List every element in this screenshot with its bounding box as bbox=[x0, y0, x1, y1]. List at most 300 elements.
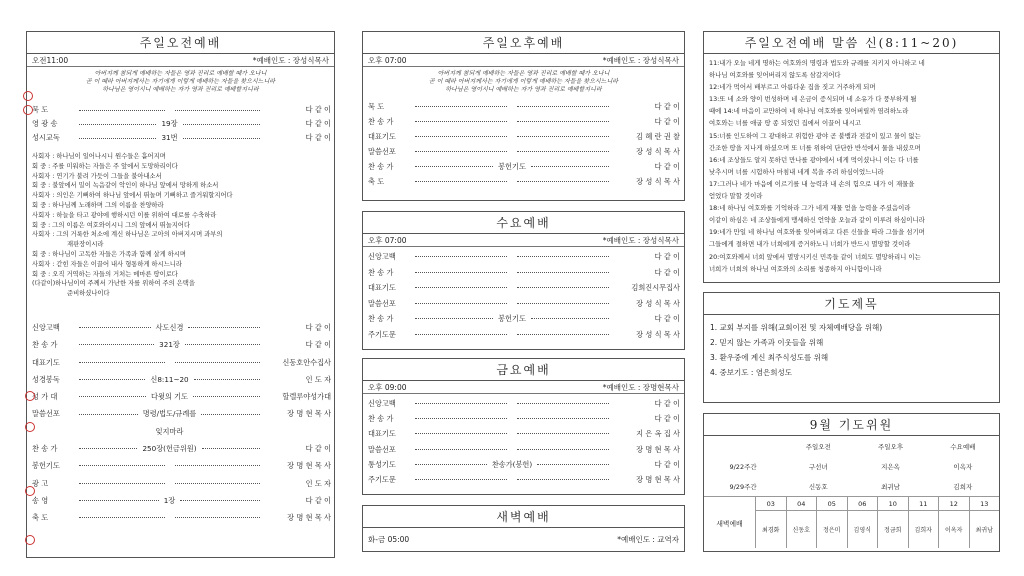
leader-dots bbox=[517, 106, 609, 107]
prayer-list bbox=[704, 315, 999, 385]
order-item bbox=[368, 159, 680, 174]
sermon-line: 얻었다 말할 것이라 bbox=[709, 192, 763, 201]
sermon-line: 20:여호와께서 너희 앞에서 멸망시키신 민족들 같이 너희도 멸망하리니 이는 bbox=[709, 252, 921, 261]
leader-dots bbox=[415, 418, 507, 419]
order-item-label: 찬 송 가 bbox=[368, 116, 394, 126]
friday-time: 오후 09:00 bbox=[368, 382, 407, 392]
leader-dots bbox=[517, 272, 609, 273]
leader-dots bbox=[79, 138, 156, 139]
sermon-line: 18:네 하나님 여호와를 기억하라 그가 네게 재물 얻을 능력을 주셨음이라 bbox=[709, 204, 911, 213]
committee-cell: 김희자 bbox=[953, 482, 973, 491]
dawn-day-date: 06 bbox=[848, 497, 878, 511]
order-item-detail: 찬송가(봉헌) bbox=[491, 459, 533, 469]
committee-row bbox=[704, 456, 999, 476]
order-item-label: 묵 도 bbox=[368, 101, 385, 111]
litany-line: 사회자 : 하늘을 타고 광야에 행하시던 이를 위하여 대로를 수축하라 bbox=[32, 211, 217, 219]
order-item-label: 축 도 bbox=[368, 176, 385, 186]
litany-line: 사회자 : 연기가 불려 가듯이 그들을 불아내소서 bbox=[32, 172, 162, 180]
committee-header-row bbox=[704, 436, 999, 456]
order-item-leader: 다 같 이 bbox=[305, 323, 331, 332]
order-item-leader: 장 명 현 목 사 bbox=[636, 474, 680, 484]
order-item-leader: 김 혜 란 권 찰 bbox=[636, 131, 680, 141]
leader-dots bbox=[517, 181, 609, 182]
order-item bbox=[368, 296, 680, 312]
order-item-label: 대표기도 bbox=[32, 357, 60, 367]
friday-order bbox=[363, 394, 684, 487]
dawn-day-name: 정은미 bbox=[823, 527, 841, 534]
leader-dots bbox=[517, 449, 609, 450]
leader-dots bbox=[415, 464, 487, 465]
committee-header-cell: 주일오후 bbox=[877, 442, 904, 451]
order-item-label: 찬 송 가 bbox=[368, 314, 394, 324]
leader-dots bbox=[517, 334, 609, 335]
order-item-label: 묵 도 bbox=[32, 105, 49, 115]
order-item bbox=[32, 440, 331, 457]
order-item bbox=[368, 457, 680, 472]
sunday-morning-time: 오전11:00 bbox=[32, 55, 69, 65]
leader-dots bbox=[188, 431, 260, 432]
committee-row bbox=[704, 476, 999, 496]
leader-dots bbox=[531, 166, 609, 167]
order-item-label: 말씀선포 bbox=[368, 298, 396, 308]
leader-dots bbox=[79, 327, 151, 328]
leader-dots bbox=[415, 151, 507, 152]
committee-title: 9월 기도위원 bbox=[704, 414, 999, 436]
leader-dots bbox=[415, 287, 507, 288]
leader-dots bbox=[79, 110, 165, 111]
order-item-label: 성경봉독 bbox=[32, 374, 60, 384]
litany-line: 준비하셨나이다 bbox=[67, 290, 110, 298]
order-item bbox=[32, 475, 331, 492]
wednesday-panel bbox=[362, 211, 685, 350]
prayer-item: 2. 믿지 않는 가족과 이웃들을 위해 bbox=[710, 338, 824, 347]
dawn-day bbox=[848, 497, 879, 548]
committee-table bbox=[704, 436, 999, 496]
sunday-afternoon-verse: 아버지께 참되게 예배하는 자들은 영과 진리로 예배할 때가 오나니 곧 이 때라 아버지께서는 자기에게 이렇게 예배하는 자들을 찾으시느니라 하나님은 영이시니 예배하는 자가 영과 진리로 예배할지니라 bbox=[428, 70, 619, 93]
dawn-day-date: 13 bbox=[970, 497, 1000, 511]
order-item bbox=[368, 442, 680, 457]
leader-dots bbox=[79, 124, 156, 125]
prayer-item: 3. 환우중에 계신 최주식성도를 위해 bbox=[710, 353, 829, 362]
leader-dots bbox=[79, 431, 151, 432]
order-item-label: 봉헌기도 bbox=[32, 461, 60, 471]
litany-line: 회 중 : 하나님께 노래하며 그의 이름을 찬양하라 bbox=[32, 201, 164, 209]
leader-dots bbox=[415, 106, 507, 107]
order-item-label: 통성기도 bbox=[368, 459, 396, 469]
order-item-label: 신앙고백 bbox=[368, 252, 396, 262]
order-item bbox=[368, 472, 680, 487]
order-item-leader: 지 은 옥 집 사 bbox=[636, 429, 680, 439]
committee-cell: 신동호 bbox=[808, 482, 828, 491]
sermon-line: 낮추시며 너를 시험하사 마침내 네게 복을 주려 하심이었느니라 bbox=[709, 167, 884, 176]
sunday-afternoon-title: 주일오후예배 bbox=[363, 32, 684, 54]
order-item bbox=[32, 388, 331, 405]
pen-circle-mark bbox=[23, 105, 33, 115]
order-item-label: 송 영 bbox=[32, 495, 49, 505]
order-item-leader: 다 같 이 bbox=[305, 133, 331, 143]
leader-dots bbox=[194, 379, 260, 380]
leader-dots bbox=[79, 448, 137, 449]
leader-dots bbox=[517, 433, 609, 434]
order-item bbox=[32, 457, 331, 474]
litany-line: 사회자 : 의인은 기뻐하여 하나님 앞에서 뛰놀며 기뻐하고 즐거워할지어다 bbox=[32, 192, 233, 200]
order-item bbox=[368, 327, 680, 343]
order-item-detail: 잊지마라 bbox=[155, 426, 184, 436]
order-item-leader: 다 같 이 bbox=[654, 267, 680, 277]
wednesday-title: 수요예배 bbox=[363, 212, 684, 234]
order-item-leader: 다 같 이 bbox=[305, 105, 331, 115]
leader-dots bbox=[175, 110, 261, 111]
prayer-title: 기도제목 bbox=[704, 293, 999, 315]
litany-line: 회 중 : 그의 이름은 여호와이시니 그의 앞에서 뛰놀지어다 bbox=[32, 221, 191, 229]
leader-dots bbox=[415, 256, 507, 257]
sermon-line: 이같이 하심은 네 조상들에게 맹세하신 언약을 오늘과 같이 이루려 하심이니라 bbox=[709, 216, 925, 225]
order-item-label: 대표기도 bbox=[368, 429, 396, 439]
order-item bbox=[32, 405, 331, 422]
sermon-line: 너희가 너희의 하나님 여호와의 소리를 청종하지 아니함이니라 bbox=[709, 264, 882, 273]
sunday-morning-leader: *예배인도 : 장성식목사 bbox=[252, 55, 329, 65]
committee-week: 9/29주간 bbox=[729, 482, 757, 491]
order-item-label: 말씀선포 bbox=[368, 444, 396, 454]
order-item-detail: 명령/법도/규례를 bbox=[142, 409, 197, 419]
pen-circle-mark bbox=[23, 91, 33, 101]
order-item-leader: 장 성 식 목 사 bbox=[636, 298, 680, 308]
dawn-day-name: 김영식 bbox=[853, 527, 871, 534]
leader-dots bbox=[201, 414, 260, 415]
leader-dots bbox=[175, 465, 261, 466]
wednesday-header bbox=[363, 234, 684, 247]
leader-dots bbox=[79, 483, 165, 484]
order-item bbox=[368, 114, 680, 129]
leader-dots bbox=[79, 465, 165, 466]
order-item bbox=[368, 311, 680, 327]
dawn-day-name: 최귀남 bbox=[975, 527, 993, 534]
litany-line: 재판장이시라 bbox=[67, 241, 104, 249]
leader-dots bbox=[180, 500, 260, 501]
dawn-day-date: 05 bbox=[817, 497, 847, 511]
sunday-morning-verse: 아버지께 참되게 예배하는 자들은 영과 진리로 예배할 때가 오나니 곧 이 때라 아버지께서는 자기에게 이렇게 예배하는 자들을 찾으시느니라 하나님은 영이시니 예배하는 자가 영과 진리로 예배할지니라 bbox=[85, 70, 276, 93]
leader-dots bbox=[415, 272, 507, 273]
sermon-line: 13:또 네 소와 양이 번성하며 네 은금이 증식되며 네 소유가 다 풍부하게 될 bbox=[709, 95, 917, 104]
committee-week: 9/22주간 bbox=[729, 462, 757, 471]
litany-line: 사회자 : 그의 거룩한 처소에 계신 하나님은 고아의 아버지시며 과부의 bbox=[32, 231, 223, 239]
order-item-leader: 장 명 현 목 사 bbox=[287, 513, 331, 523]
order-item-leader: 인 도 자 bbox=[305, 478, 331, 488]
leader-dots bbox=[537, 464, 609, 465]
order-item-leader: 다 같 이 bbox=[305, 495, 331, 505]
order-item-label: 영 광 송 bbox=[32, 119, 58, 129]
order-item-detail: 사도신경 bbox=[155, 323, 184, 332]
leader-dots bbox=[517, 287, 609, 288]
leader-dots bbox=[79, 379, 145, 380]
wednesday-leader: *예배인도 : 장성식목사 bbox=[602, 235, 679, 245]
sunday-morning-header bbox=[27, 54, 334, 67]
leader-dots bbox=[183, 124, 260, 125]
order-item-label: 말씀선포 bbox=[368, 146, 396, 156]
order-item-label: 대표기도 bbox=[368, 131, 396, 141]
order-item-leader: 다 같 이 bbox=[654, 252, 680, 262]
leader-dots bbox=[415, 433, 507, 434]
order-item-label: 찬 송 가 bbox=[368, 267, 394, 277]
order-item-label: 광 고 bbox=[32, 478, 49, 488]
order-item bbox=[368, 174, 680, 189]
sermon-line: 15:너를 인도하여 그 광대하고 위험한 광야 곧 불뱀과 전갈이 있고 물이 없는 bbox=[709, 131, 921, 140]
sunday-morning-litany bbox=[27, 145, 334, 299]
friday-header bbox=[363, 381, 684, 394]
leader-dots bbox=[183, 138, 260, 139]
sunday-morning-panel bbox=[26, 31, 335, 558]
sunday-afternoon-leader: *예배인도 : 장성식목사 bbox=[602, 55, 679, 65]
sermon-line: 여호와는 너를 애굽 땅 종 되었던 집에서 이끌어 내시고 bbox=[709, 119, 862, 128]
order-item-leader: 신동호안수집사 bbox=[282, 357, 331, 367]
leader-dots bbox=[517, 479, 609, 480]
order-item-label: 대표기도 bbox=[368, 283, 396, 293]
leader-dots bbox=[517, 418, 609, 419]
litany-line: 회 중 : 불앞에서 밀이 녹음같이 악인이 하나님 앞에서 망하게 하소서 bbox=[32, 182, 219, 190]
dawn-day-name: 최경화 bbox=[762, 527, 780, 534]
order-item bbox=[32, 509, 331, 526]
leader-dots bbox=[415, 479, 507, 480]
order-item-label: 축 도 bbox=[32, 513, 49, 523]
sermon-line: 하나님 여호와를 잊어버리지 않도록 삼갈지어다 bbox=[709, 71, 841, 80]
sermon-text bbox=[704, 54, 999, 278]
dawn-day bbox=[756, 497, 787, 548]
leader-dots bbox=[175, 517, 261, 518]
order-item-leader: 장 성 식 목 사 bbox=[636, 146, 680, 156]
sermon-title: 주일오전예배 말씀 신(8:11~20) bbox=[704, 32, 999, 54]
order-item bbox=[32, 319, 331, 336]
order-item-leader: 다 같 이 bbox=[654, 314, 680, 324]
pen-circle-mark bbox=[25, 422, 35, 432]
sunday-morning-title: 주일오전예배 bbox=[27, 32, 334, 54]
wednesday-time: 오후 07:00 bbox=[368, 235, 407, 245]
order-item-leader: 장 명 현 목 사 bbox=[636, 444, 680, 454]
order-item-detail: 19장 bbox=[161, 119, 178, 129]
order-item bbox=[368, 129, 680, 144]
leader-dots bbox=[185, 344, 260, 345]
sunday-morning-order bbox=[27, 299, 334, 527]
order-item bbox=[32, 423, 331, 440]
dawn-day bbox=[939, 497, 970, 548]
prayer-item: 1. 교회 부지를 위해(교회이전 및 자체예배당을 위해) bbox=[710, 323, 883, 332]
leader-dots bbox=[202, 448, 260, 449]
dawn-day-date: 12 bbox=[939, 497, 969, 511]
dawn-title: 새벽예배 bbox=[363, 506, 684, 528]
order-item bbox=[32, 103, 331, 117]
order-item bbox=[368, 249, 680, 265]
order-item-leader: 다 같 이 bbox=[654, 459, 680, 469]
committee-cell: 구선녀 bbox=[808, 462, 828, 471]
litany-line: 사회자 : 하나님이 일어나시니 원수들은 흩어지며 bbox=[32, 153, 166, 160]
dawn-day bbox=[878, 497, 909, 548]
dawn-day-date: 10 bbox=[878, 497, 908, 511]
order-item-leader: 다 같 이 bbox=[654, 161, 680, 171]
leader-dots bbox=[415, 121, 507, 122]
leader-dots bbox=[79, 396, 146, 397]
sermon-line: 간조한 땅을 지나게 하셨으며 또 너를 위하여 단단한 반석에서 물을 내셨으며 bbox=[709, 143, 921, 152]
dawn-day-date: 04 bbox=[787, 497, 817, 511]
dawn-day-name: 신동호 bbox=[792, 527, 810, 534]
order-item bbox=[368, 265, 680, 281]
sunday-afternoon-order bbox=[363, 99, 684, 189]
dawn-day-name: 김희자 bbox=[914, 527, 932, 534]
order-item bbox=[368, 99, 680, 114]
order-item-label: 찬 송 가 bbox=[368, 161, 394, 171]
order-item-leader: 다 같 이 bbox=[305, 340, 331, 350]
order-item-leader: 다 같 이 bbox=[654, 101, 680, 111]
order-item bbox=[368, 144, 680, 159]
sermon-line: 때에 14:네 마음이 교만하여 네 하나님 여호와를 잊어버릴까 염려하노라 bbox=[709, 107, 909, 116]
sermon-line: 16:네 조상들도 알지 못하던 만나를 광야에서 네게 먹이셨나니 이는 다 너를 bbox=[709, 155, 919, 164]
friday-leader: *예배인도 : 장명현목사 bbox=[602, 382, 679, 392]
leader-dots bbox=[415, 166, 493, 167]
leader-dots bbox=[415, 181, 507, 182]
committee-panel bbox=[703, 413, 1000, 552]
order-item-detail: 봉헌기도 bbox=[498, 161, 526, 171]
order-item-label: 찬 송 가 bbox=[32, 340, 58, 350]
friday-title: 금요예배 bbox=[363, 359, 684, 381]
leader-dots bbox=[79, 414, 138, 415]
dawn-header bbox=[363, 528, 684, 550]
sunday-afternoon-panel bbox=[362, 31, 685, 201]
dawn-leader: *예배인도 : 교역자 bbox=[617, 534, 679, 544]
dawn-day bbox=[787, 497, 818, 548]
dawn-day bbox=[909, 497, 940, 548]
order-item-leader: 다 같 이 bbox=[305, 444, 331, 454]
pen-circle-mark bbox=[25, 486, 35, 496]
leader-dots bbox=[415, 334, 507, 335]
order-item-detail: 31번 bbox=[161, 133, 178, 143]
litany-line: 회 중 : 오직 거역하는 자들의 거처는 메마른 땅이로다 bbox=[32, 270, 178, 278]
order-item-detail: 321장 bbox=[159, 340, 180, 350]
committee-cell: 지은옥 bbox=[881, 462, 900, 471]
leader-dots bbox=[79, 500, 159, 501]
dawn-schedule-label: 새벽예배 bbox=[704, 497, 756, 548]
dawn-day-name: 정금희 bbox=[884, 527, 902, 534]
order-item bbox=[32, 117, 331, 131]
leader-dots bbox=[193, 396, 260, 397]
order-item bbox=[368, 280, 680, 296]
pen-circle-mark bbox=[25, 535, 35, 545]
leader-dots bbox=[517, 303, 609, 304]
litany-line: 사회자 : 갇힌 자들은 이끌어 내사 형통하게 하시느니라 bbox=[32, 260, 182, 268]
order-item bbox=[368, 411, 680, 426]
order-item-leader: 다 같 이 bbox=[654, 116, 680, 126]
leader-dots bbox=[175, 483, 261, 484]
dawn-schedule bbox=[704, 496, 999, 548]
leader-dots bbox=[415, 403, 507, 404]
leader-dots bbox=[175, 362, 261, 363]
dawn-panel bbox=[362, 505, 685, 552]
dawn-day-date: 11 bbox=[909, 497, 939, 511]
leader-dots bbox=[517, 403, 609, 404]
order-item-label: 찬 송 가 bbox=[32, 444, 58, 454]
litany-line: 회 중 : 하나님이 고독한 자들은 가족과 함께 살게 하시며 bbox=[32, 250, 186, 258]
order-item-label: 주기도문 bbox=[368, 474, 396, 484]
leader-dots bbox=[415, 303, 507, 304]
leader-dots bbox=[531, 318, 609, 319]
order-item-detail: 다윗의 기도 bbox=[151, 392, 189, 402]
sunday-afternoon-header bbox=[363, 54, 684, 67]
order-item bbox=[32, 354, 331, 371]
leader-dots bbox=[517, 256, 609, 257]
committee-cell: 이옥자 bbox=[953, 462, 973, 471]
litany-line: 회 중 : 주를 미워하는 자들은 주 앞에서 도망하리이다 bbox=[32, 162, 178, 170]
leader-dots bbox=[79, 517, 165, 518]
dawn-time: 화-금 05:00 bbox=[368, 534, 410, 544]
order-item-label: 성시교독 bbox=[32, 133, 60, 143]
order-item-leader: 김희진시무집사 bbox=[631, 283, 680, 293]
order-item bbox=[368, 426, 680, 441]
order-item-leader: 장 명 현 목 사 bbox=[287, 461, 331, 471]
friday-panel bbox=[362, 358, 685, 495]
order-item-label: 성 가 대 bbox=[32, 392, 58, 402]
sermon-line: 그들에게 절하면 내가 너희에게 증거하노니 너희가 반드시 멸망할 것이라 bbox=[709, 240, 911, 249]
order-item-detail: 봉헌기도 bbox=[498, 314, 526, 324]
order-item-detail: 1장 bbox=[163, 495, 176, 505]
committee-cell: 최귀남 bbox=[881, 482, 900, 491]
leader-dots bbox=[415, 136, 507, 137]
leader-dots bbox=[188, 327, 260, 328]
order-item-leader: 할렐루야성가대 bbox=[282, 392, 331, 402]
sunday-afternoon-time: 오후 07:00 bbox=[368, 55, 407, 65]
dawn-day-date: 03 bbox=[756, 497, 786, 511]
leader-dots bbox=[517, 121, 609, 122]
order-item-leader: 장 명 현 목 사 bbox=[287, 409, 331, 419]
leader-dots bbox=[415, 318, 493, 319]
order-item-label: 신앙고백 bbox=[32, 323, 60, 332]
order-item bbox=[32, 371, 331, 388]
order-item-leader: 다 같 이 bbox=[654, 414, 680, 424]
committee-header-cell bbox=[704, 436, 782, 456]
order-item-detail: 250장(헌금위원) bbox=[142, 444, 197, 454]
committee-header-cell: 수요예배 bbox=[950, 442, 976, 451]
dawn-day bbox=[817, 497, 848, 548]
prayer-panel bbox=[703, 292, 1000, 403]
sermon-line: 12:네가 먹어서 배부르고 아름다운 집을 짓고 거주하게 되며 bbox=[709, 83, 876, 92]
sunday-morning-top-order bbox=[27, 103, 334, 145]
dawn-day bbox=[970, 497, 1000, 548]
order-item bbox=[32, 492, 331, 509]
leader-dots bbox=[517, 136, 609, 137]
leader-dots bbox=[517, 151, 609, 152]
sermon-panel bbox=[703, 31, 1000, 283]
order-item bbox=[32, 336, 331, 353]
dawn-schedule-grid bbox=[756, 497, 999, 548]
leader-dots bbox=[415, 449, 507, 450]
sermon-line: 11:내가 오늘 네게 명하는 여호와의 명령과 법도와 규례를 지키지 아니하고 네 bbox=[709, 59, 925, 67]
pen-circle-mark bbox=[25, 391, 35, 401]
order-item-leader: 장 성 식 목 사 bbox=[636, 176, 680, 186]
order-item-label: 말씀선포 bbox=[32, 409, 60, 419]
sermon-line: 17:그러나 네가 마음에 이르기를 내 능력과 내 손의 힘으로 내가 이 재물을 bbox=[709, 179, 915, 188]
leader-dots bbox=[79, 362, 165, 363]
sermon-line: 19:네가 만일 네 하나님 여호와를 잊어버리고 다른 신들을 따라 그들을 섬기며 bbox=[709, 228, 925, 237]
committee-header-cell: 주일오전 bbox=[805, 442, 831, 451]
prayer-item: 4. 중보기도 : 염은희성도 bbox=[710, 368, 793, 377]
order-item-leader: 장 성 식 목 사 bbox=[636, 329, 680, 339]
wednesday-order bbox=[363, 247, 684, 342]
order-item-leader: 다 같 이 bbox=[305, 119, 331, 129]
order-item bbox=[368, 396, 680, 411]
order-item bbox=[32, 131, 331, 145]
leader-dots bbox=[79, 344, 154, 345]
order-item-detail: 신8:11~20 bbox=[150, 374, 189, 384]
order-item-label: 찬 송 가 bbox=[368, 414, 394, 424]
litany-line: (다같이)하나님이여 주께서 가난한 자를 위하여 주의 은택을 bbox=[32, 280, 195, 288]
dawn-day-name: 이옥자 bbox=[945, 527, 963, 534]
order-item-label: 신앙고백 bbox=[368, 398, 396, 408]
